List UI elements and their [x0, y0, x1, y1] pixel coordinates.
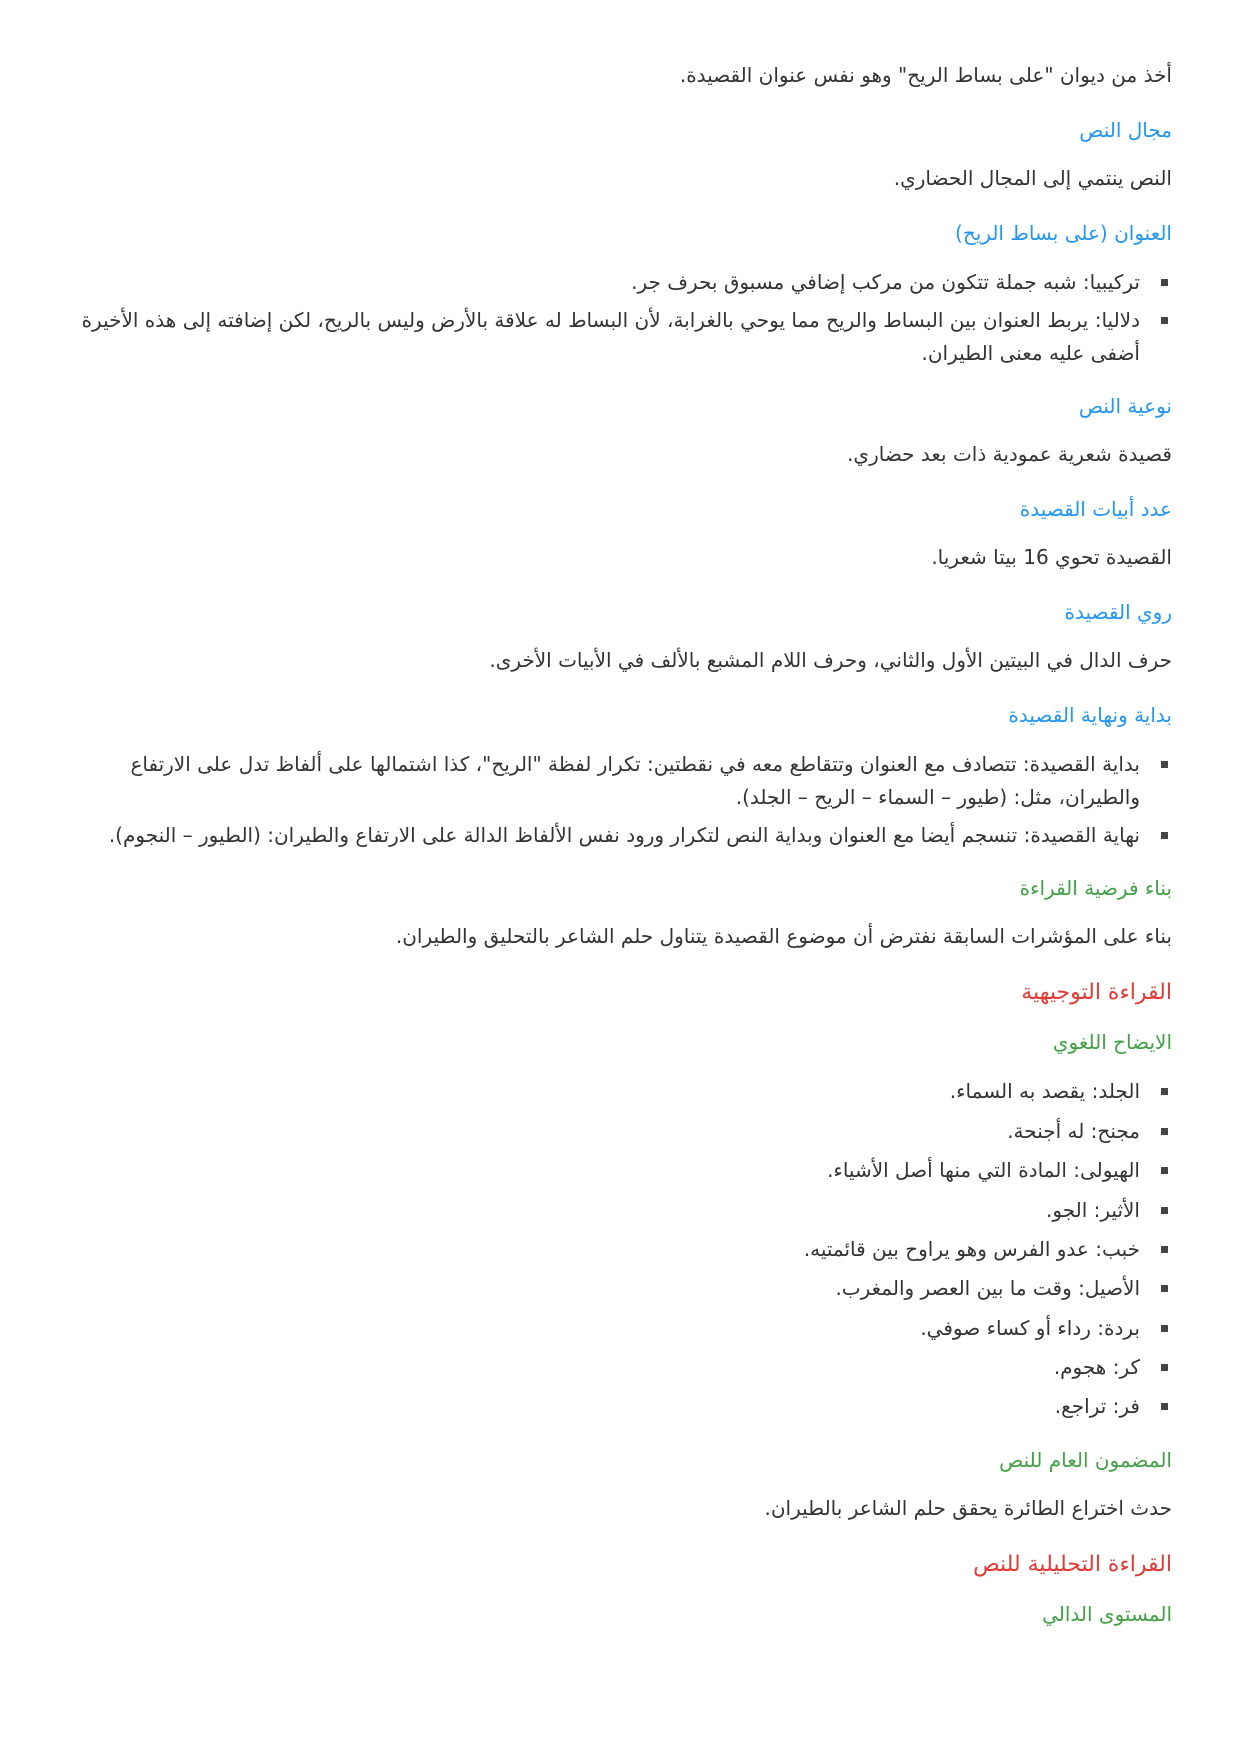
list-item: [70, 1351, 1140, 1383]
general-content-paragraph: حدث اختراع الطائرة يحقق حلم الشاعر بالطيران.: [764, 1495, 1172, 1520]
rhyme-heading: روي القصيدة: [1064, 600, 1172, 625]
square-bullet-icon: [1161, 1403, 1168, 1410]
square-bullet-icon: [1161, 1167, 1168, 1174]
title-analysis-list: [70, 266, 1172, 369]
square-bullet-icon: [1161, 1285, 1168, 1292]
list-item: [70, 819, 1140, 851]
start-end-heading: بداية ونهاية القصيدة: [1008, 703, 1172, 728]
square-bullet-icon: [1161, 761, 1168, 768]
square-bullet-icon: [1161, 1088, 1168, 1095]
square-bullet-icon: [1161, 317, 1168, 324]
field-paragraph: النص ينتمي إلى المجال الحضاري.: [893, 166, 1172, 190]
square-bullet-icon: [1161, 1128, 1168, 1135]
start-end-list: [70, 748, 1172, 851]
hypothesis-paragraph: بناء على المؤشرات السابقة نفترض أن موضوع القصيدة يتناول حلم الشاعر بالتحليق والطيران.: [395, 924, 1172, 949]
square-bullet-icon: [1161, 1246, 1168, 1253]
list-item: [70, 748, 1140, 813]
list-item-text: بداية القصيدة: تتصادف مع العنوان وتتقاطع معه في نقطتين: تكرار لفظة "الريح"، كذا اشتمالها على ألفاظ تدل على الارتفاع والطيران، مثل: (طيور – السماء – الريح – الجلد).: [130, 752, 1140, 809]
list-item-text: فر: تراجع.: [1054, 1394, 1140, 1419]
square-bullet-icon: [1161, 1207, 1168, 1214]
list-item: [70, 1075, 1140, 1107]
type-heading: نوعية النص: [1078, 394, 1172, 419]
square-bullet-icon: [1161, 832, 1168, 839]
list-item-text: دلاليا: يربط العنوان بين البساط والريح مما يوحي بالغرابة، لأن البساط له علاقة بالأرض وليس بالريح، لكن إضافته إلى هذه الأخيرة أضفى عليه معنى الطيران.: [81, 308, 1140, 365]
list-item-text: خبب: عدو الفرس وهو يراوح بين قائمتيه.: [803, 1236, 1140, 1261]
rhyme-paragraph: حرف الدال في البيتين الأول والثاني، وحرف اللام المشبع بالألف في الأبيات الأخرى.: [489, 648, 1172, 673]
type-paragraph: قصيدة شعرية عمودية ذات بعد حضاري.: [847, 442, 1172, 467]
list-item: [70, 304, 1140, 369]
list-item: [70, 1154, 1140, 1186]
analytical-reading-heading: القراءة التحليلية للنص: [973, 1551, 1172, 1577]
hypothesis-heading: بناء فرضية القراءة: [1019, 876, 1172, 901]
document-body: [70, 60, 1172, 1647]
general-content-heading: المضمون العام للنص: [999, 1447, 1172, 1472]
lexical-heading: الايضاح اللغوي: [1052, 1030, 1172, 1055]
list-item: [70, 1390, 1140, 1422]
list-item: [70, 1194, 1140, 1226]
verses-heading: عدد أبيات القصيدة: [1019, 497, 1172, 522]
list-item-text: الأصيل: وقت ما بين العصر والمغرب.: [835, 1276, 1140, 1301]
list-item-text: بردة: رداء أو كساء صوفي.: [920, 1315, 1140, 1340]
list-item: [70, 1272, 1140, 1304]
list-item-text: الهيولى: المادة التي منها أصل الأشياء.: [827, 1158, 1140, 1183]
list-item: [70, 1233, 1140, 1265]
verses-paragraph: القصيدة تحوي 16 بيتا شعريا.: [931, 545, 1172, 570]
square-bullet-icon: [1161, 279, 1168, 286]
list-item-text: الأثير: الجو.: [1046, 1197, 1140, 1222]
list-item: [70, 1312, 1140, 1344]
list-item: [70, 266, 1140, 298]
field-heading: مجال النص: [1079, 118, 1172, 142]
list-item-text: الجلد: يقصد به السماء.: [949, 1079, 1140, 1104]
glossary-list: [70, 1075, 1172, 1423]
list-item-text: تركيبيا: شبه جملة تتكون من مركب إضافي مسبوق بحرف جر.: [631, 270, 1140, 294]
list-item: [70, 1115, 1140, 1147]
list-item-text: مجنح: له أجنحة.: [1007, 1118, 1140, 1143]
guided-reading-heading: القراءة التوجيهية: [1021, 980, 1172, 1006]
list-item-text: كر: هجوم.: [1053, 1355, 1140, 1380]
list-item-text: نهاية القصيدة: تنسجم أيضا مع العنوان وبداية النص لتكرار ورود نفس الألفاظ الدالة على الارتفاع والطيران: (الطيور – النجوم).: [108, 822, 1140, 847]
square-bullet-icon: [1161, 1325, 1168, 1332]
intro-paragraph: أخذ من ديوان "على بساط الريح" وهو نفس عنوان القصيدة.: [679, 63, 1172, 87]
title-heading: العنوان (على بساط الريح): [955, 221, 1172, 245]
square-bullet-icon: [1161, 1364, 1168, 1371]
semantic-level-heading: المستوى الدالي: [1042, 1601, 1172, 1626]
